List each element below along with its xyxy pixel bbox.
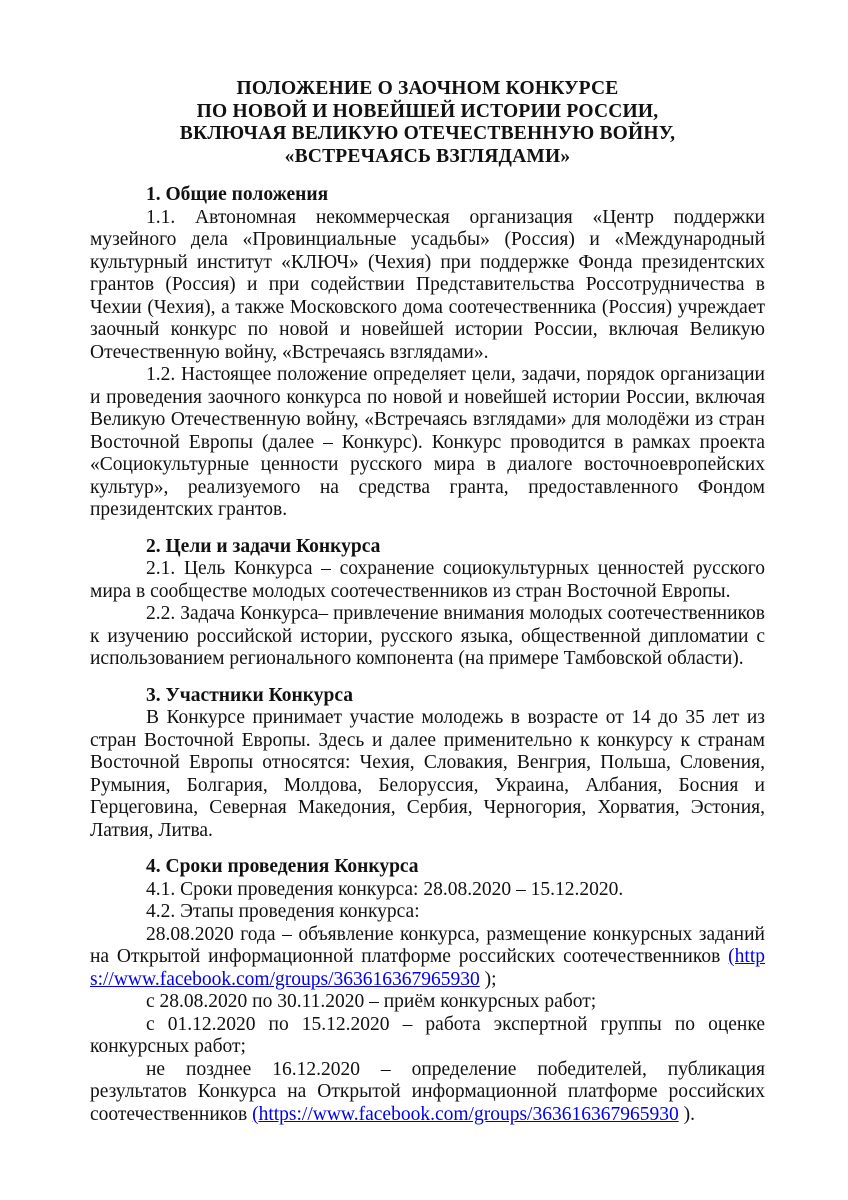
title-line-4: «ВСТРЕЧАЯСЬ ВЗГЛЯДАМИ» <box>284 145 571 167</box>
paragraph-2-2: 2.2. Задача Конкурса– привлечение внимания молодых соотечественников к изучению российской истории, русского языка, общественной дипломатии с использованием регионального компонента (на примере Тамбовской области). <box>90 603 765 669</box>
paragraph-stage-results <box>90 1059 765 1127</box>
paragraph-4-2: 4.2. Этапы проведения конкурса: <box>146 901 420 922</box>
stage-announcement-tail: ); <box>479 968 497 990</box>
section-heading-dates: 4. Сроки проведения Конкурса <box>146 856 419 877</box>
section-heading-general: 1. Общие положения <box>146 184 329 205</box>
paragraph-stage-expert-review: с 01.12.2020 по 15.12.2020 – работа экспертной группы по оценке конкурсных работ; <box>90 1013 765 1057</box>
title-line-3: ВКЛЮЧАЯ ВЕЛИКУЮ ОТЕЧЕСТВЕННУЮ ВОЙНУ, <box>179 123 676 144</box>
document-title <box>90 78 765 168</box>
paragraph-stage-submission: с 28.08.2020 по 30.11.2020 – приём конкурсных работ; <box>146 991 597 1012</box>
facebook-group-link-2[interactable]: (https://www.facebook.com/groups/363616367965930 <box>252 1103 679 1125</box>
stage-announcement-text: 28.08.2020 года – объявление конкурса, размещение конкурсных заданий на Открытой информационной платформе российских соотечественников <box>90 923 765 967</box>
paragraph-stage-announcement <box>90 924 765 992</box>
title-line-2: ПО НОВОЙ И НОВЕЙШЕЙ ИСТОРИИ РОССИИ, <box>196 100 659 122</box>
facebook-group-link[interactable]: (https://www.facebook.com/groups/363616367965930 <box>90 946 765 990</box>
paragraph-1-1: 1.1. Автономная некоммерческая организация «Центр поддержки музейного дела «Провинциальные усадьбы» (Россия) и «Международный культурный институт «КЛЮЧ» (Чехия) при поддержке Фонда президентских грантов (Россия) и при содействии Представительства Россотрудничества в Чехии (Чехия), а также Московского дома соотечественника (Россия) учреждает заочный конкурс по новой и новейшей истории России, включая Великую Отечественную войну, «Встречаясь взглядами». <box>90 206 765 363</box>
paragraph-4-1: 4.1. Сроки проведения конкурса: 28.08.2020 – 15.12.2020. <box>146 878 624 900</box>
paragraph-2-1: 2.1. Цель Конкурса – сохранение социокультурных ценностей русского мира в сообществе молодых соотечественников из стран Восточной Европы. <box>90 558 765 602</box>
stage-results-tail: ). <box>678 1103 695 1125</box>
stage-results-text: не позднее 16.12.2020 – определение победителей, публикация результатов Конкурса на Открытой информационной платформе российских соотечественников <box>90 1058 765 1125</box>
paragraph-1-2: 1.2. Настоящее положение определяет цели, задачи, порядок организации и проведения заочного конкурса по новой и новейшей истории России, включая Великую Отечественную войну, «Встречаясь взглядами» для молодёжи из стран Восточной Европы (далее – Конкурс). Конкурс проводится в рамках проекта «Социокультурные ценности русского мира в диалоге восточноевропейских культур», реализуемого на средства гранта, предоставленного Фондом президентских грантов. <box>90 364 765 520</box>
title-line-1: ПОЛОЖЕНИЕ О ЗАОЧНОМ КОНКУРСЕ <box>236 78 619 99</box>
paragraph-participants: В Конкурсе принимает участие молодежь в возрасте от 14 до 35 лет из стран Восточной Европы. Здесь и далее применительно к конкурсу к странам Восточной Европы относятся: Чехия, Словакия, Венгрия, Польша, Словения, Румыния, Болгария, Молдова, Белоруссия, Украина, Албания, Босния и Герцеговина, Северная Македония, Сербия, Черногория, Хорватия, Эстония, Латвия, Литва. <box>90 707 765 841</box>
section-heading-goals: 2. Цели и задачи Конкурса <box>146 535 381 557</box>
section-heading-participants: 3. Участники Конкурса <box>146 684 353 706</box>
